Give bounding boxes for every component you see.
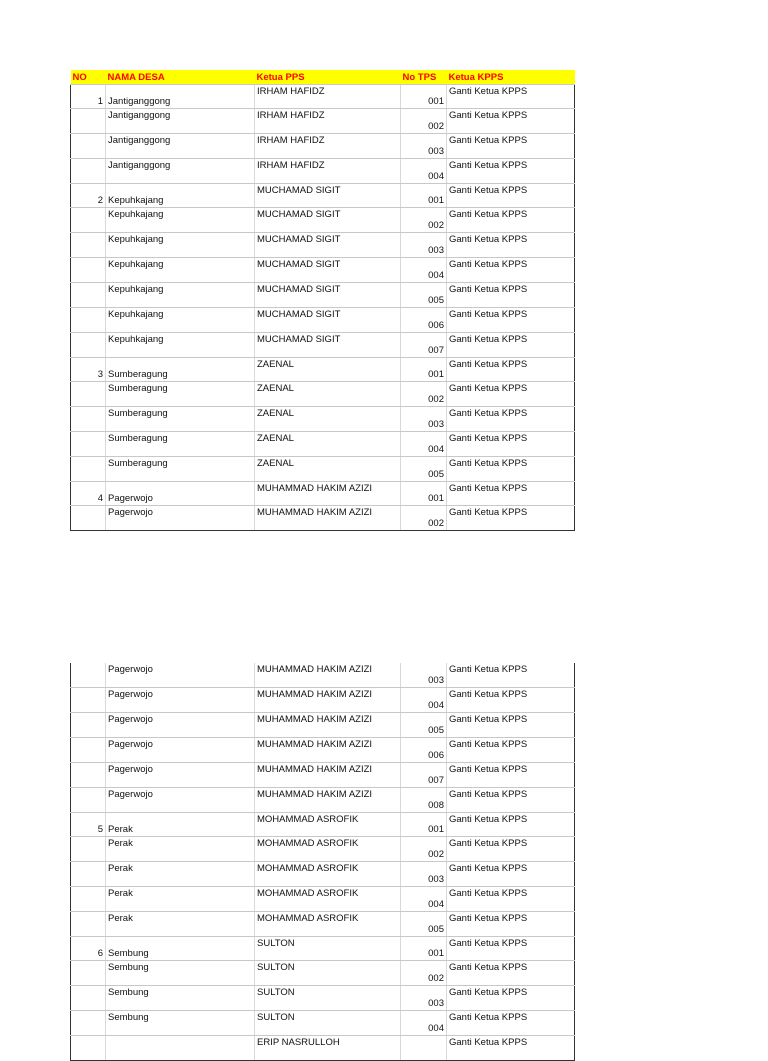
cell-ketua-pps: MUCHAMAD SIGIT <box>255 283 401 308</box>
election-table-page-1 <box>70 70 575 531</box>
cell-ketua-kpps: Ganti Ketua KPPS <box>447 1011 575 1036</box>
cell-no-tps: 003 <box>401 986 447 1011</box>
table-row <box>71 109 575 134</box>
cell-no <box>71 713 106 738</box>
cell-ketua-pps: SULTON <box>255 986 401 1011</box>
cell-ketua-kpps: Ganti Ketua KPPS <box>447 159 575 184</box>
header-nama-desa: NAMA DESA <box>106 70 255 85</box>
cell-no <box>71 688 106 713</box>
table-row <box>71 912 575 937</box>
cell-ketua-kpps: Ganti Ketua KPPS <box>447 663 575 688</box>
cell-ketua-pps: MOHAMMAD ASROFIK <box>255 813 401 837</box>
cell-ketua-pps: MOHAMMAD ASROFIK <box>255 862 401 887</box>
header-no: NO <box>71 70 106 85</box>
cell-nama-desa: Kepuhkajang <box>106 308 255 333</box>
cell-ketua-kpps: Ganti Ketua KPPS <box>447 986 575 1011</box>
cell-no-tps <box>401 1036 447 1061</box>
cell-ketua-kpps: Ganti Ketua KPPS <box>447 482 575 506</box>
cell-nama-desa: Pagerwojo <box>106 506 255 531</box>
cell-nama-desa: Kepuhkajang <box>106 258 255 283</box>
cell-ketua-pps: MUCHAMAD SIGIT <box>255 208 401 233</box>
cell-no <box>71 159 106 184</box>
cell-no <box>71 763 106 788</box>
cell-no-tps: 003 <box>401 134 447 159</box>
cell-ketua-pps: MUCHAMAD SIGIT <box>255 258 401 283</box>
cell-no-tps: 001 <box>401 937 447 961</box>
cell-no-tps: 004 <box>401 159 447 184</box>
cell-no-tps: 005 <box>401 457 447 482</box>
table-row <box>71 432 575 457</box>
cell-ketua-pps: MUCHAMAD SIGIT <box>255 333 401 358</box>
cell-nama-desa: Perak <box>106 862 255 887</box>
cell-ketua-pps: ZAENAL <box>255 358 401 382</box>
cell-ketua-pps: MUHAMMAD HAKIM AZIZI <box>255 688 401 713</box>
cell-no-tps: 004 <box>401 1011 447 1036</box>
cell-ketua-kpps: Ganti Ketua KPPS <box>447 358 575 382</box>
cell-no <box>71 788 106 813</box>
cell-ketua-kpps: Ganti Ketua KPPS <box>447 407 575 432</box>
cell-ketua-pps: MUHAMMAD HAKIM AZIZI <box>255 763 401 788</box>
cell-nama-desa: Pagerwojo <box>106 663 255 688</box>
cell-no <box>71 862 106 887</box>
cell-nama-desa: Kepuhkajang <box>106 333 255 358</box>
table-row <box>71 788 575 813</box>
cell-ketua-kpps: Ganti Ketua KPPS <box>447 184 575 208</box>
cell-ketua-kpps: Ganti Ketua KPPS <box>447 382 575 407</box>
cell-no-tps: 004 <box>401 258 447 283</box>
cell-no-tps: 005 <box>401 912 447 937</box>
cell-nama-desa: Pagerwojo <box>106 713 255 738</box>
cell-no <box>71 986 106 1011</box>
cell-ketua-kpps: Ganti Ketua KPPS <box>447 109 575 134</box>
cell-nama-desa: Sumberagung <box>106 407 255 432</box>
cell-ketua-pps: ZAENAL <box>255 407 401 432</box>
cell-no: 3 <box>71 358 106 382</box>
cell-no-tps: 002 <box>401 382 447 407</box>
table-row <box>71 763 575 788</box>
cell-nama-desa: Jantiganggong <box>106 109 255 134</box>
header-ketua-pps: Ketua PPS <box>255 70 401 85</box>
table-row <box>71 1011 575 1036</box>
cell-nama-desa: Pagerwojo <box>106 763 255 788</box>
cell-no-tps: 004 <box>401 688 447 713</box>
cell-ketua-kpps: Ganti Ketua KPPS <box>447 233 575 258</box>
table-row <box>71 283 575 308</box>
table-row <box>71 482 575 506</box>
cell-no <box>71 1036 106 1061</box>
election-table-page-2 <box>70 663 575 1061</box>
cell-ketua-pps: IRHAM HAFIDZ <box>255 109 401 134</box>
cell-ketua-kpps: Ganti Ketua KPPS <box>447 432 575 457</box>
cell-ketua-kpps: Ganti Ketua KPPS <box>447 1036 575 1061</box>
table-row <box>71 837 575 862</box>
table-row <box>71 159 575 184</box>
cell-ketua-kpps: Ganti Ketua KPPS <box>447 862 575 887</box>
cell-no <box>71 258 106 283</box>
cell-no <box>71 432 106 457</box>
cell-no-tps: 002 <box>401 506 447 531</box>
cell-no <box>71 738 106 763</box>
table-row <box>71 208 575 233</box>
cell-no: 5 <box>71 813 106 837</box>
cell-nama-desa: Sembung <box>106 961 255 986</box>
cell-no-tps: 001 <box>401 85 447 109</box>
cell-ketua-pps: MUHAMMAD HAKIM AZIZI <box>255 482 401 506</box>
cell-no <box>71 961 106 986</box>
cell-ketua-kpps: Ganti Ketua KPPS <box>447 333 575 358</box>
cell-ketua-pps: SULTON <box>255 1011 401 1036</box>
table-row <box>71 184 575 208</box>
cell-no-tps: 007 <box>401 763 447 788</box>
cell-ketua-kpps: Ganti Ketua KPPS <box>447 837 575 862</box>
cell-ketua-kpps: Ganti Ketua KPPS <box>447 208 575 233</box>
table-row <box>71 961 575 986</box>
cell-ketua-kpps: Ganti Ketua KPPS <box>447 457 575 482</box>
table-row <box>71 688 575 713</box>
cell-no-tps: 007 <box>401 333 447 358</box>
cell-nama-desa: Sembung <box>106 937 255 961</box>
cell-no <box>71 308 106 333</box>
cell-ketua-kpps: Ganti Ketua KPPS <box>447 134 575 159</box>
table-row <box>71 308 575 333</box>
cell-ketua-kpps: Ganti Ketua KPPS <box>447 813 575 837</box>
cell-ketua-kpps: Ganti Ketua KPPS <box>447 912 575 937</box>
cell-nama-desa: Pagerwojo <box>106 738 255 763</box>
cell-no-tps: 004 <box>401 887 447 912</box>
table-row <box>71 713 575 738</box>
table-row <box>71 358 575 382</box>
cell-no <box>71 382 106 407</box>
cell-no <box>71 134 106 159</box>
cell-ketua-pps: MUHAMMAD HAKIM AZIZI <box>255 713 401 738</box>
cell-ketua-kpps: Ganti Ketua KPPS <box>447 937 575 961</box>
table-row <box>71 134 575 159</box>
table-row <box>71 862 575 887</box>
table-row <box>71 506 575 531</box>
table-row <box>71 457 575 482</box>
cell-nama-desa: Kepuhkajang <box>106 283 255 308</box>
cell-no-tps: 001 <box>401 482 447 506</box>
cell-no-tps: 005 <box>401 713 447 738</box>
cell-nama-desa: Perak <box>106 837 255 862</box>
cell-nama-desa: Kepuhkajang <box>106 208 255 233</box>
cell-ketua-kpps: Ganti Ketua KPPS <box>447 763 575 788</box>
cell-nama-desa: Kepuhkajang <box>106 184 255 208</box>
cell-nama-desa: Perak <box>106 912 255 937</box>
cell-nama-desa: Sumberagung <box>106 358 255 382</box>
cell-ketua-pps: ZAENAL <box>255 457 401 482</box>
cell-ketua-pps: SULTON <box>255 961 401 986</box>
cell-no-tps: 001 <box>401 813 447 837</box>
cell-ketua-kpps: Ganti Ketua KPPS <box>447 788 575 813</box>
cell-ketua-pps: MUHAMMAD HAKIM AZIZI <box>255 663 401 688</box>
table-row <box>71 738 575 763</box>
cell-ketua-pps: MOHAMMAD ASROFIK <box>255 912 401 937</box>
cell-no: 1 <box>71 85 106 109</box>
cell-ketua-pps: MUCHAMAD SIGIT <box>255 308 401 333</box>
table-row <box>71 937 575 961</box>
cell-ketua-kpps: Ganti Ketua KPPS <box>447 961 575 986</box>
cell-no <box>71 208 106 233</box>
table-row <box>71 333 575 358</box>
cell-ketua-pps: MOHAMMAD ASROFIK <box>255 837 401 862</box>
table-row <box>71 813 575 837</box>
cell-nama-desa: Pagerwojo <box>106 482 255 506</box>
cell-no <box>71 283 106 308</box>
cell-nama-desa: Sumberagung <box>106 382 255 407</box>
cell-nama-desa: Jantiganggong <box>106 134 255 159</box>
cell-no-tps: 008 <box>401 788 447 813</box>
cell-ketua-pps: MOHAMMAD ASROFIK <box>255 887 401 912</box>
table-header-row <box>71 70 575 85</box>
cell-no: 4 <box>71 482 106 506</box>
cell-ketua-kpps: Ganti Ketua KPPS <box>447 283 575 308</box>
cell-no-tps: 002 <box>401 837 447 862</box>
cell-ketua-pps: MUHAMMAD HAKIM AZIZI <box>255 738 401 763</box>
cell-no-tps: 001 <box>401 358 447 382</box>
cell-ketua-kpps: Ganti Ketua KPPS <box>447 887 575 912</box>
cell-ketua-kpps: Ganti Ketua KPPS <box>447 688 575 713</box>
cell-ketua-kpps: Ganti Ketua KPPS <box>447 85 575 109</box>
cell-ketua-pps: SULTON <box>255 937 401 961</box>
cell-nama-desa: Perak <box>106 813 255 837</box>
cell-ketua-kpps: Ganti Ketua KPPS <box>447 738 575 763</box>
table-row <box>71 663 575 688</box>
cell-no-tps: 002 <box>401 208 447 233</box>
cell-nama-desa: Jantiganggong <box>106 159 255 184</box>
cell-ketua-kpps: Ganti Ketua KPPS <box>447 506 575 531</box>
cell-ketua-pps: IRHAM HAFIDZ <box>255 85 401 109</box>
cell-no <box>71 1011 106 1036</box>
cell-no-tps: 006 <box>401 738 447 763</box>
cell-no <box>71 109 106 134</box>
cell-nama-desa: Sembung <box>106 1011 255 1036</box>
cell-no <box>71 457 106 482</box>
cell-no-tps: 003 <box>401 663 447 688</box>
cell-no-tps: 001 <box>401 184 447 208</box>
table-row <box>71 258 575 283</box>
cell-nama-desa: Kepuhkajang <box>106 233 255 258</box>
cell-no <box>71 912 106 937</box>
cell-no <box>71 663 106 688</box>
header-ketua-kpps: Ketua KPPS <box>447 70 575 85</box>
cell-nama-desa: Pagerwojo <box>106 688 255 713</box>
table-row <box>71 85 575 109</box>
cell-no <box>71 333 106 358</box>
cell-no-tps: 005 <box>401 283 447 308</box>
cell-ketua-pps: ERIP NASRULLOH <box>255 1036 401 1061</box>
header-no-tps: No TPS <box>401 70 447 85</box>
cell-no-tps: 002 <box>401 961 447 986</box>
cell-ketua-pps: MUHAMMAD HAKIM AZIZI <box>255 506 401 531</box>
cell-nama-desa: Perak <box>106 887 255 912</box>
cell-no-tps: 006 <box>401 308 447 333</box>
table-row <box>71 233 575 258</box>
cell-nama-desa: Sumberagung <box>106 457 255 482</box>
cell-ketua-pps: MUCHAMAD SIGIT <box>255 233 401 258</box>
cell-no-tps: 003 <box>401 862 447 887</box>
table-row <box>71 1036 575 1061</box>
cell-nama-desa <box>106 1036 255 1061</box>
table-row <box>71 407 575 432</box>
cell-no-tps: 003 <box>401 407 447 432</box>
cell-no-tps: 003 <box>401 233 447 258</box>
table-row <box>71 986 575 1011</box>
table-row <box>71 887 575 912</box>
cell-nama-desa: Sembung <box>106 986 255 1011</box>
cell-no <box>71 837 106 862</box>
cell-nama-desa: Jantiganggong <box>106 85 255 109</box>
cell-ketua-kpps: Ganti Ketua KPPS <box>447 258 575 283</box>
cell-nama-desa: Sumberagung <box>106 432 255 457</box>
cell-ketua-pps: IRHAM HAFIDZ <box>255 134 401 159</box>
cell-no-tps: 002 <box>401 109 447 134</box>
cell-ketua-kpps: Ganti Ketua KPPS <box>447 308 575 333</box>
cell-no <box>71 407 106 432</box>
cell-ketua-pps: MUCHAMAD SIGIT <box>255 184 401 208</box>
cell-no <box>71 506 106 531</box>
cell-ketua-pps: MUHAMMAD HAKIM AZIZI <box>255 788 401 813</box>
cell-ketua-pps: ZAENAL <box>255 432 401 457</box>
cell-ketua-pps: ZAENAL <box>255 382 401 407</box>
cell-ketua-kpps: Ganti Ketua KPPS <box>447 713 575 738</box>
cell-no <box>71 887 106 912</box>
cell-ketua-pps: IRHAM HAFIDZ <box>255 159 401 184</box>
cell-nama-desa: Pagerwojo <box>106 788 255 813</box>
table-row <box>71 382 575 407</box>
cell-no <box>71 233 106 258</box>
cell-no: 2 <box>71 184 106 208</box>
cell-no-tps: 004 <box>401 432 447 457</box>
cell-no: 6 <box>71 937 106 961</box>
